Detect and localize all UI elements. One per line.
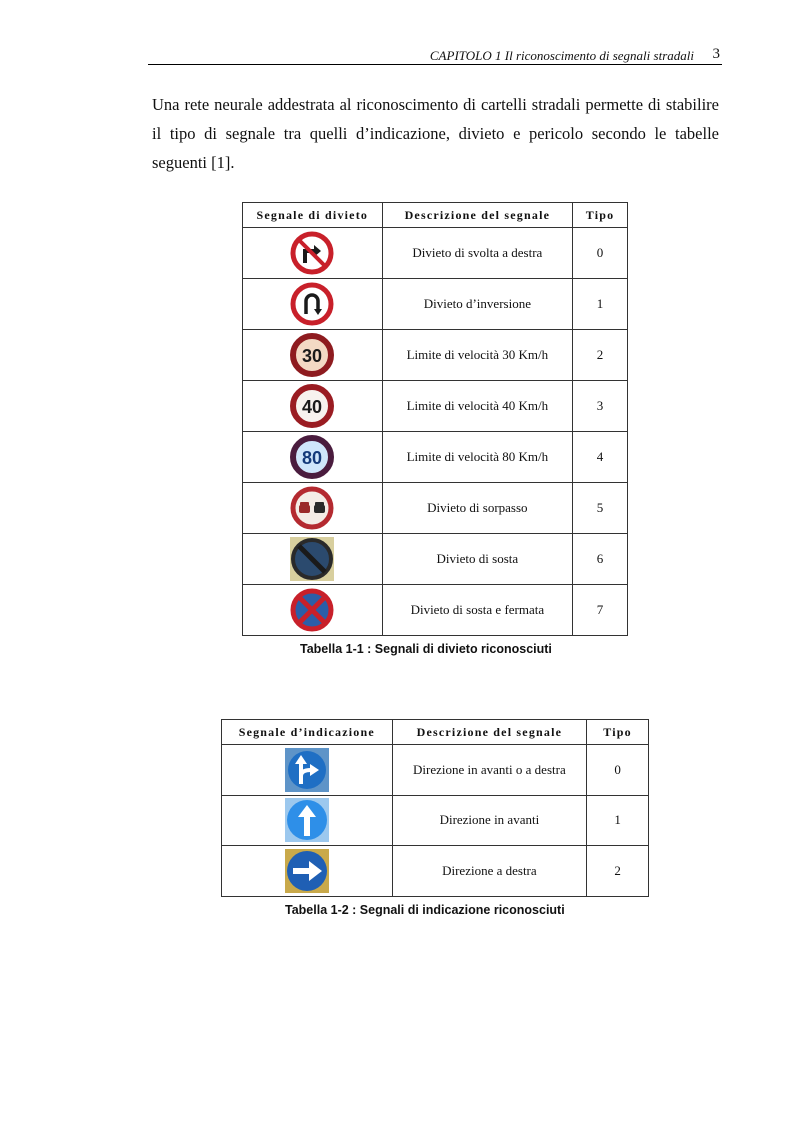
sign-number: 40 bbox=[302, 397, 323, 417]
sign-cell bbox=[243, 279, 383, 330]
sign-cell bbox=[222, 745, 393, 796]
type-cell: 4 bbox=[573, 432, 628, 483]
sign-cell bbox=[243, 534, 383, 585]
no-u-turn-sign-icon bbox=[290, 282, 334, 326]
no-parking-sign-icon bbox=[290, 537, 334, 581]
table-row bbox=[243, 534, 628, 585]
table2-caption: Tabella 1-2 : Segnali di indicazione riconosciuti bbox=[285, 903, 565, 917]
straight-ahead-sign-icon bbox=[285, 798, 329, 842]
type-cell: 3 bbox=[573, 381, 628, 432]
intro-paragraph: Una rete neurale addestrata al riconoscimento di cartelli stradali permette di stabilire il tipo di segnale tra quelli d’indicazione, divieto e pericolo secondo le tabelle seguenti [1]. bbox=[152, 95, 719, 172]
column-header-description: Descrizione del segnale bbox=[382, 203, 572, 228]
table-row bbox=[222, 846, 649, 897]
type-cell: 2 bbox=[587, 846, 649, 897]
description-cell: Divieto di svolta a destra bbox=[382, 228, 572, 279]
description-cell: Direzione a destra bbox=[392, 846, 586, 897]
description-cell: Limite di velocità 30 Km/h bbox=[382, 330, 572, 381]
no-stopping-sign-icon bbox=[290, 588, 334, 632]
table-row bbox=[243, 279, 628, 330]
no-overtaking-sign-icon bbox=[290, 486, 334, 530]
table-row bbox=[243, 381, 628, 432]
chapter-title: CAPITOLO 1 Il riconoscimento di segnali stradali bbox=[429, 48, 694, 63]
description-cell: Divieto di sosta bbox=[382, 534, 572, 585]
column-header-sign: Segnale di divieto bbox=[243, 203, 383, 228]
column-header-type: Tipo bbox=[573, 203, 628, 228]
table1-caption: Tabella 1-1 : Segnali di divieto riconosciuti bbox=[300, 642, 552, 656]
indication-signs-table bbox=[221, 719, 649, 897]
speed-limit-80-sign-icon bbox=[290, 435, 334, 479]
description-cell: Direzione in avanti bbox=[392, 795, 586, 846]
page-number: 3 bbox=[712, 46, 720, 62]
table-row bbox=[243, 483, 628, 534]
type-cell: 0 bbox=[573, 228, 628, 279]
sign-cell bbox=[222, 846, 393, 897]
type-cell: 1 bbox=[587, 795, 649, 846]
turn-right-sign-icon bbox=[285, 849, 329, 893]
sign-cell bbox=[222, 795, 393, 846]
table-row bbox=[243, 228, 628, 279]
description-cell: Limite di velocità 40 Km/h bbox=[382, 381, 572, 432]
description-cell: Divieto di sorpasso bbox=[382, 483, 572, 534]
sign-cell bbox=[243, 585, 383, 636]
column-header-type: Tipo bbox=[587, 720, 649, 745]
sign-cell bbox=[243, 381, 383, 432]
type-cell: 0 bbox=[587, 745, 649, 796]
sign-number: 30 bbox=[302, 346, 323, 366]
page-header bbox=[148, 46, 722, 65]
sign-cell bbox=[243, 483, 383, 534]
type-cell: 6 bbox=[573, 534, 628, 585]
description-cell: Direzione in avanti o a destra bbox=[392, 745, 586, 796]
no-right-turn-sign-icon bbox=[290, 231, 334, 275]
type-cell: 2 bbox=[573, 330, 628, 381]
sign-cell bbox=[243, 228, 383, 279]
sign-number: 80 bbox=[302, 448, 323, 468]
type-cell: 1 bbox=[573, 279, 628, 330]
straight-or-right-sign-icon bbox=[285, 748, 329, 792]
column-header-sign: Segnale d’indicazione bbox=[222, 720, 393, 745]
sign-cell bbox=[243, 432, 383, 483]
table-row bbox=[222, 745, 649, 796]
column-header-description: Descrizione del segnale bbox=[392, 720, 586, 745]
type-cell: 7 bbox=[573, 585, 628, 636]
description-cell: Limite di velocità 80 Km/h bbox=[382, 432, 572, 483]
table-row bbox=[243, 330, 628, 381]
table-row bbox=[243, 585, 628, 636]
table-row bbox=[222, 795, 649, 846]
type-cell: 5 bbox=[573, 483, 628, 534]
table-header-row bbox=[243, 203, 628, 228]
description-cell: Divieto di sosta e fermata bbox=[382, 585, 572, 636]
speed-limit-30-sign-icon bbox=[290, 333, 334, 377]
speed-limit-40-sign-icon bbox=[290, 384, 334, 428]
description-cell: Divieto d’inversione bbox=[382, 279, 572, 330]
sign-cell bbox=[243, 330, 383, 381]
prohibition-signs-table bbox=[242, 202, 628, 636]
table-header-row bbox=[222, 720, 649, 745]
table-row bbox=[243, 432, 628, 483]
